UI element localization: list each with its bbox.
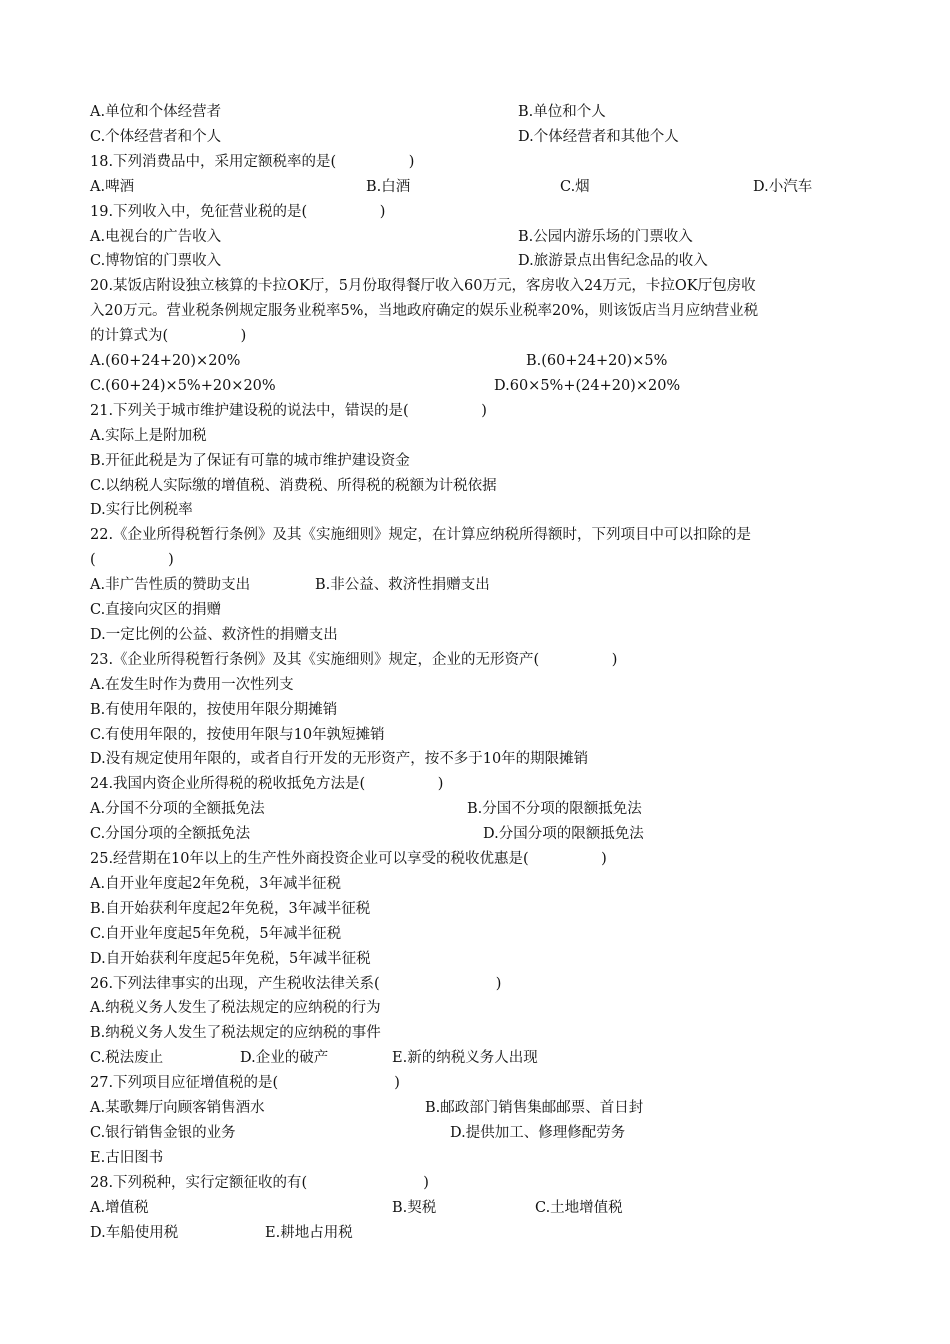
- text-segment: B.邮政部门销售集邮邮票、首日封: [425, 1100, 644, 1116]
- text-segment: 20.某饭店附设独立核算的卡拉OK厅，5月份取得餐厅收入60万元，客房收入24万元，卡拉OK厅包房收: [90, 278, 756, 295]
- text-segment: C.以纳税人实际缴的增值税、消费税、所得税的税额为计税依据: [90, 477, 497, 494]
- text-segment: 18.下列消费品中，采用定额税率的是( ): [90, 153, 415, 170]
- text-segment: C.(60+24)×5%+20×20%: [90, 377, 276, 394]
- text-segment: C.个体经营者和个人: [90, 128, 222, 145]
- text-segment: A.纳税义务人发生了税法规定的应纳税的行为: [90, 1000, 381, 1017]
- text-segment: C.银行销售金银的业务: [90, 1124, 236, 1141]
- text-segment: C.税法废止: [90, 1050, 164, 1067]
- text-segment: A.啤酒: [90, 178, 135, 195]
- text-segment: C.有使用年限的，按使用年限与10年孰短摊销: [90, 726, 385, 743]
- text-segment: 26.下列法律事实的出现，产生税收法律关系( ): [90, 975, 502, 992]
- text-segment: 23.《企业所得税暂行条例》及其《实施细则》规定，企业的无形资产( ): [90, 651, 618, 668]
- text-segment: A.实际上是附加税: [90, 427, 207, 444]
- text-segment: A.电视台的广告收入: [90, 228, 222, 245]
- text-segment: E.古旧图书: [90, 1149, 164, 1166]
- text-segment: C.烟: [560, 178, 590, 195]
- text-segment: D.小汽车: [753, 178, 813, 195]
- text-segment: 入20万元。营业税条例规定服务业税率5%，当地政府确定的娱乐业税率20%，则该饭店当月应纳营业税: [90, 303, 759, 320]
- text-segment: B.纳税义务人发生了税法规定的应纳税的事件: [90, 1025, 381, 1042]
- text-segment: A.某歌舞厅向顾客销售酒水: [90, 1100, 265, 1116]
- text-segment: B.有使用年限的，按使用年限分期摊销: [90, 701, 338, 718]
- text-segment: D.一定比例的公益、救济性的捐赠支出: [90, 626, 338, 643]
- text-segment: A.(60+24+20)×20%: [90, 353, 241, 369]
- text-segment: D.个体经营者和其他个人: [518, 128, 679, 145]
- text-segment: B.分国不分项的限额抵免法: [467, 801, 642, 818]
- text-segment: A.分国不分项的全额抵免法: [90, 801, 265, 818]
- text-segment: D.分国分项的限额抵免法: [483, 826, 644, 843]
- text-segment: 24.我国内资企业所得税的税收抵免方法是( ): [90, 776, 444, 793]
- text-segment: 27.下列项目应征增值税的是( ): [90, 1075, 400, 1092]
- text-segment: D.没有规定使用年限的，或者自行开发的无形资产，按不多于10年的期限摊销: [90, 751, 589, 768]
- text-segment: C.分国分项的全额抵免法: [90, 826, 251, 843]
- text-segment: D.自开始获利年度起5年免税，5年减半征税: [90, 950, 371, 967]
- text-segment: B.自开始获利年度起2年免税，3年减半征税: [90, 900, 371, 917]
- text-segment: B.单位和个人: [518, 104, 606, 120]
- text-segment: D.实行比例税率: [90, 502, 193, 519]
- text-segment: 的计算式为( ): [90, 328, 247, 345]
- text-segment: C.博物馆的门票收入: [90, 253, 222, 270]
- text-segment: ( ): [90, 552, 174, 569]
- text-segment: B.契税: [392, 1199, 437, 1216]
- text-segment: D.提供加工、修理修配劳务: [450, 1124, 626, 1141]
- text-segment: D.旅游景点出售纪念品的收入: [518, 253, 708, 270]
- text-segment: A.自开业年度起2年免税，3年减半征税: [90, 875, 342, 892]
- text-segment: 28.下列税种，实行定额征收的有( ): [90, 1174, 429, 1191]
- text-segment: A.在发生时作为费用一次性列支: [90, 676, 294, 693]
- text-segment: A.非广告性质的赞助支出: [90, 577, 251, 594]
- text-segment: E.耕地占用税: [265, 1224, 353, 1241]
- text-segment: B.开征此税是为了保证有可靠的城市维护建设资金: [90, 452, 410, 469]
- text-segment: 19.下列收入中，免征营业税的是( ): [90, 203, 386, 220]
- text-segment: B.非公益、救济性捐赠支出: [315, 577, 490, 594]
- text-segment: D.企业的破产: [240, 1050, 329, 1067]
- text-segment: 21.下列关于城市维护建设税的说法中，错误的是( ): [90, 402, 487, 419]
- text-segment: D.车船使用税: [90, 1224, 179, 1241]
- text-segment: A.增值税: [90, 1199, 149, 1216]
- text-segment: B.公园内游乐场的门票收入: [518, 228, 693, 245]
- text-segment: B.(60+24+20)×5%: [526, 353, 668, 369]
- text-segment: C.直接向灾区的捐赠: [90, 602, 222, 618]
- text-segment: C.土地增值税: [535, 1199, 623, 1216]
- text-segment: A.单位和个体经营者: [90, 104, 222, 120]
- text-segment: B.白酒: [366, 178, 411, 195]
- text-segment: 25.经营期在10年以上的生产性外商投资企业可以享受的税收优惠是( ): [90, 851, 607, 867]
- text-segment: E.新的纳税义务人出现: [392, 1050, 538, 1067]
- text-segment: C.自开业年度起5年免税，5年减半征税: [90, 925, 342, 942]
- text-segment: 22.《企业所得税暂行条例》及其《实施细则》规定，在计算应纳税所得额时，下列项目中可以扣除的是: [90, 527, 752, 544]
- text-segment: D.60×5%+(24+20)×20%: [494, 377, 681, 394]
